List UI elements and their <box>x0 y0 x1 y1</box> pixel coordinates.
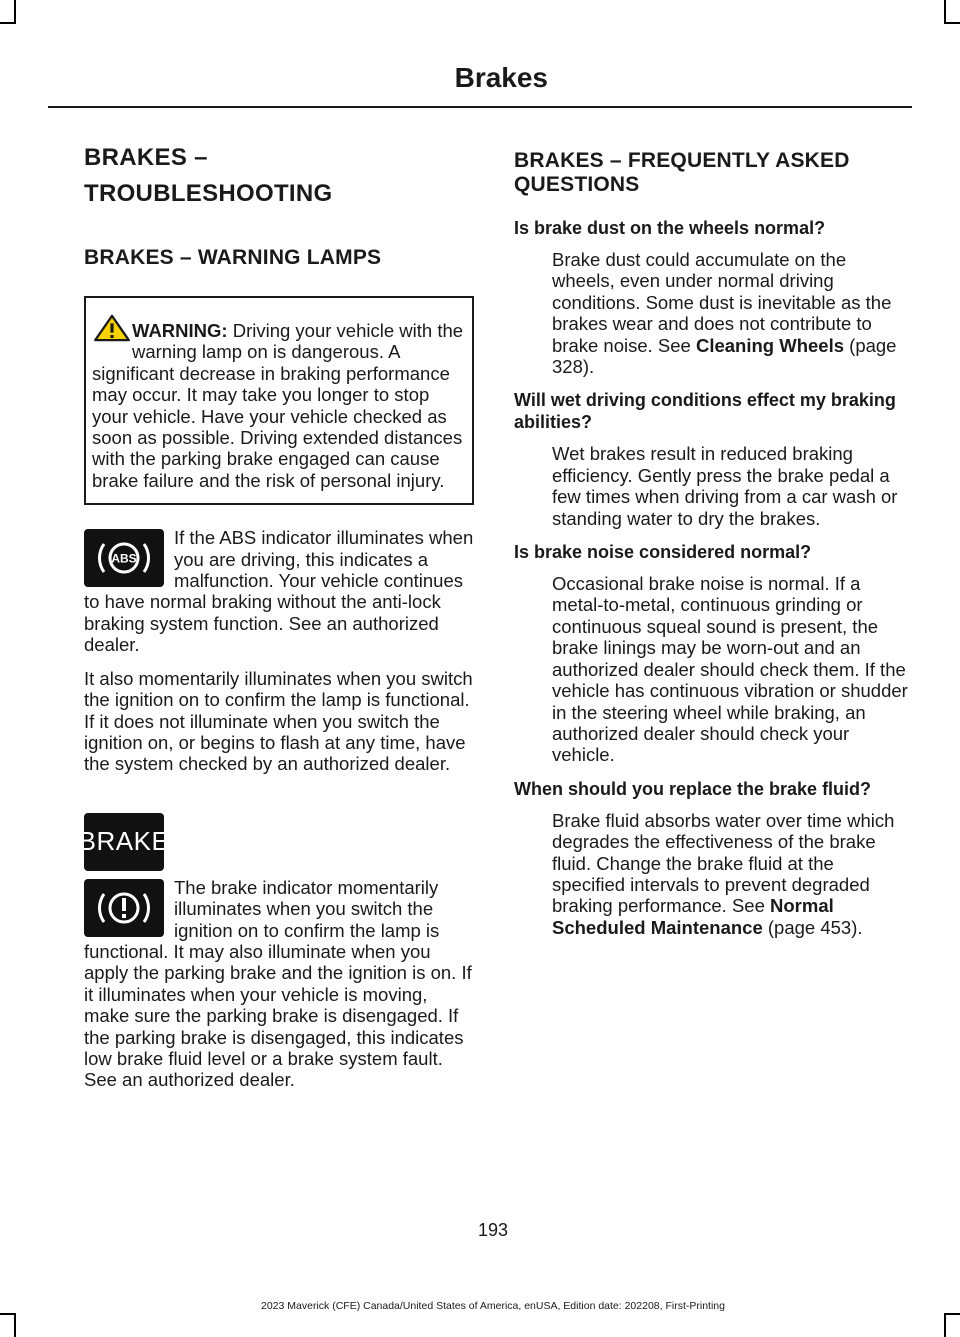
crop-mark <box>14 1315 16 1337</box>
crop-mark <box>0 22 16 24</box>
question-2: Will wet driving conditions effect my braking abilities? <box>514 390 896 433</box>
page-header-title: Brakes <box>454 62 548 93</box>
question-1: Is brake dust on the wheels normal? <box>514 218 826 238</box>
abs-indicator <box>84 529 164 587</box>
left-column <box>78 140 474 1091</box>
question-4: When should you replace the brake fluid? <box>514 778 872 799</box>
abs-paragraph-2: It also momentarily illuminates when you switch the ignition on to confirm the lamp is functional. If it does not illuminate when you switch the ignition on, or begins to flash at any time, have the system checked by an authorized dealer. <box>84 667 473 775</box>
crop-mark <box>944 1313 960 1315</box>
crop-mark <box>0 1313 16 1315</box>
crop-mark <box>944 22 960 24</box>
warning-label: WARNING: <box>132 320 228 341</box>
maintenance-link[interactable]: Normal Scheduled Maintenance <box>552 895 834 938</box>
answer-1 <box>514 249 910 377</box>
warning-paragraph <box>92 320 466 491</box>
warning-box <box>84 296 474 505</box>
brake-text-indicator <box>78 813 170 871</box>
header-rule <box>48 106 912 108</box>
brake-icon-text: BRAKE <box>78 826 170 857</box>
edition-line: 2023 Maverick (CFE) Canada/United States of America, enUSA, Edition date: 202208, First-Printing <box>261 1300 725 1312</box>
right-column <box>514 149 910 950</box>
abs-icon-text: ABS <box>111 551 137 566</box>
brake-symbol-indicator <box>84 879 164 937</box>
brake-paragraph: The brake indicator momentarily illuminates when you switch the ignition on to confirm the lamp is functional. It may also illuminate when you apply the parking brake and the ignition is on. If it illuminates when your vehicle is moving, make sure the parking brake is disengaged. If the parking brake is disengaged, this indicates low brake fluid level or a brake system fault. See an authorized dealer. <box>84 876 472 1091</box>
section-title-warning-lamps: BRAKES – WARNING LAMPS <box>84 246 382 269</box>
chapter-title-line2: TROUBLESHOOTING <box>84 180 333 207</box>
crop-mark <box>14 0 16 22</box>
question-3: Is brake noise considered normal? <box>514 542 812 563</box>
warning-triangle-icon <box>92 314 132 342</box>
answer-3: Occasional brake noise is normal. If a metal-to-metal, continuous grinding or continuous squeal sound is present, the brake linings may be worn-out and an authorized dealer should check them. If the vehicle has continuous vibration or shudder in the steering wheel while braking, an authorized dealer should check your vehicle. <box>552 573 908 766</box>
brake-warning-icon <box>90 886 158 930</box>
cleaning-wheels-link[interactable]: Cleaning Wheels <box>695 334 845 356</box>
answer-1-text: Brake dust could accumulate on the wheels, even under normal driving conditions. Some dust is inevitable as the brakes wear and does not contribute to brake noise. See <box>552 249 892 356</box>
brake-block <box>84 877 474 1091</box>
abs-block <box>84 527 474 655</box>
answer-1-ref: (page 328). <box>552 334 897 378</box>
abs-paragraph: If the ABS indicator illuminates when you are driving, this indicates a malfunction. Your vehicle continues to have normal braking without the anti-lock braking system function. See an authorized dealer. <box>84 527 474 656</box>
page-number: 193 <box>477 1220 509 1240</box>
abs-icon <box>90 536 158 580</box>
chapter-title-line1: BRAKES – <box>84 144 208 171</box>
warning-text: Driving your vehicle with the warning lamp on is dangerous. A significant decrease in braking performance may occur. It may take you longer to stop your vehicle. Have your vehicle checked as soon as possible. Driving extended distances with the parking brake engaged can cause brake failure and the risk of personal injury. <box>92 320 464 491</box>
crop-mark <box>944 0 946 22</box>
section-title-faq: BRAKES – FREQUENTLY ASKED QUESTIONS <box>514 149 850 196</box>
crop-mark <box>944 1315 946 1337</box>
answer-4 <box>514 810 910 938</box>
answer-4-text: Brake fluid absorbs water over time which degrades the effectiveness of the brake fluid. Change the brake fluid at the specified intervals to prevent degraded braking performance. See <box>552 809 895 917</box>
answer-2: Wet brakes result in reduced braking efficiency. Gently press the brake pedal a few times when driving from a car wash or standing water to dry the brakes. <box>552 443 898 529</box>
answer-4-ref: (page 453). <box>762 916 863 938</box>
